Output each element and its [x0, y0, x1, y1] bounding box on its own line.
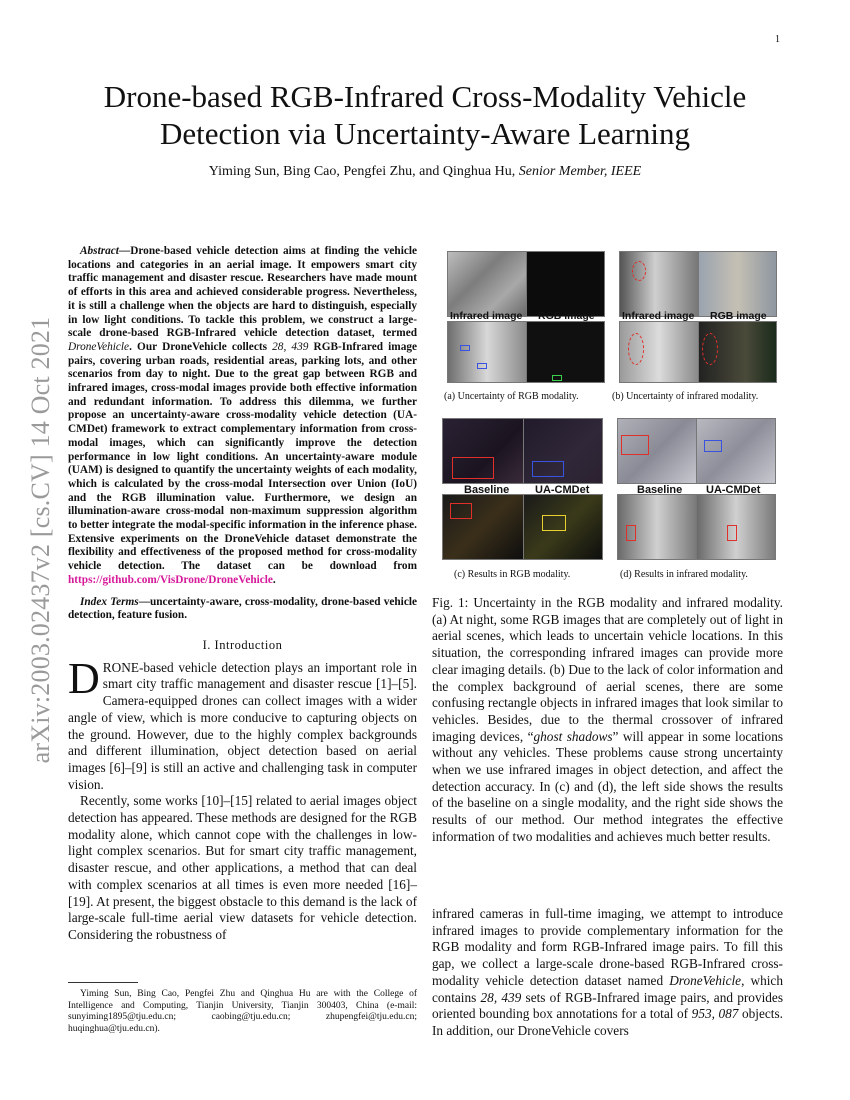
- detection-box: [452, 457, 494, 479]
- right-num-2: 953, 087: [691, 1006, 739, 1022]
- abstract-text-3: RGB-Infrared image pairs, covering urban roads, residential areas, parking lots, and other scenarios from day to night. Due to the great gap between RGB and infrared images, cross-modal images provide both effective information and redundant information. To address this dilemma, we further propose an uncertainty-aware cross-modality vehicle detection (UA-CMDet) framework to extract complementary information from cross-modal images, which can significantly improve the detection performance in low light conditions. An uncertainty-aware module (UAM) is designed to quantify the uncertainty weights of each modality, which is calculated by the cross-modal Intersection over Union (IoU) and the RGB illumination value. Furthermore, we design an illumination-aware cross-modal non-maximum suppression algorithm to better integrate the modal-specific information in the inference phase. Extensive experiments on the DroneVehicle dataset demonstrate the flexibility and effectiveness of the proposed method for cross-modality vehicle detection. The dataset can be download from: [68, 340, 418, 573]
- paper-title: Drone-based RGB-Infrared Cross-Modality Vehicle Detection via Uncertainty-Aware Learning: [103, 79, 747, 151]
- author-member: Senior Member, IEEE: [518, 164, 642, 179]
- index-terms-label: Index Terms: [80, 595, 139, 608]
- figure-caption-text-1: Fig. 1: Uncertainty in the RGB modality and infrared modality. (a) At night, some RGB images that are completely out of light in aerial scenes, which leads to uncertain vehicle locations. In this situation, the corresponding infrared images can provide more clear imaging details. (b) Due to the lack of color information and the complex background of aerial scenes, there are some confusing rectangle objects in infrared images that look similar to vehicles. Besides, due to the thermal crossover of infrared imaging devices, “: [432, 595, 783, 744]
- drop-cap: D: [68, 653, 100, 703]
- right-text-c: sets of RGB-Infrared image pairs, and provides oriented bounding box annotations for a total of: [432, 989, 784, 1022]
- label-infrared-b: Infrared image: [622, 310, 695, 322]
- right-text-em: DroneVehicle: [669, 972, 742, 988]
- image-b-infrared-top: [619, 251, 699, 317]
- subcaption-b: (b) Uncertainty of infrared modality.: [612, 391, 759, 402]
- label-uacmdet-d: UA-CMDet: [706, 484, 761, 496]
- dataset-link[interactable]: https://github.com/VisDrone/DroneVehicle: [68, 573, 273, 586]
- right-text-a: infrared cameras in full-time imaging, we attempt to introduce infrared images to provide complementary information for the RGB modality and form RGB-Infrared image pairs. To fill this gap, we collect a large-scale drone-based RGB-Infrared cross-modality vehicle detection dataset named: [432, 906, 783, 988]
- uncertainty-circle: [628, 333, 644, 365]
- detection-box: [727, 525, 737, 541]
- label-infrared-a: Infrared image: [450, 310, 523, 322]
- label-baseline-c: Baseline: [464, 484, 510, 496]
- detection-box: [626, 525, 636, 541]
- index-terms: [68, 596, 417, 623]
- arxiv-watermark: [6, 300, 76, 780]
- label-uacmdet-c: UA-CMDet: [535, 484, 590, 496]
- box-marker: [552, 375, 562, 381]
- detection-box: [621, 435, 649, 455]
- image-a-rgb-bottom: [526, 321, 605, 383]
- subcaption-d: (d) Results in infrared modality.: [620, 569, 748, 580]
- abstract-text-1: —Drone-based vehicle detection aims at finding the vehicle locations and categories in an aerial image. It empowers smart city traffic management and disaster rescue. Researchers have made mount of efforts in this area and achieved considerable progress. Nevertheless, it is still a challenge when the objects are hard to distinguish, especially in low light conditions. To tackle this problem, we construct a large-scale drone-based RGB-Infrared vehicle detection dataset, termed: [68, 245, 417, 340]
- index-terms-text: —uncertainty-aware, cross-modality, drone-based vehicle detection, feature fusion.: [68, 595, 417, 622]
- subcaption-c: (c) Results in RGB modality.: [454, 569, 571, 580]
- subcaption-a: (a) Uncertainty of RGB modality.: [444, 391, 579, 402]
- image-a-rgb-top: [526, 251, 605, 317]
- intro-p1-text: RONE-based vehicle detection plays an important role in smart city traffic management and disaster rescue [1]–[5]. Camera-equipped drones can collect images with a wider angle of view, which is more conducive to capturing objects on the ground. However, due to the highly complex backgrounds and different illumination, object detection based on aerial images [6]–[9] is still an active and challenging task in computer vision.: [68, 659, 417, 792]
- footnote-rule: [68, 982, 138, 983]
- figure-caption-text-2: ” will appear in some locations without any vehicles. These problems cause strong uncertainty when we use infrared images in object detection, and affect the detection accuracy. In (c) and (d), the left side shows the results of the baseline on a single modality, and the right side shows the results of our method. Our method integrates the effective information of two modalities and achieves much better results.: [432, 728, 784, 844]
- right-text-d: objects. In addition, our DroneVehicle covers: [432, 1006, 784, 1038]
- authors: Yiming Sun, Bing Cao, Pengfei Zhu, and Qinghua Hu,: [208, 164, 516, 179]
- image-a-infrared-top: [447, 251, 527, 317]
- uncertainty-circle: [702, 333, 718, 365]
- label-rgb-b: RGB image: [710, 310, 767, 322]
- right-column-text: [432, 906, 783, 1040]
- abstract: [68, 245, 417, 588]
- figure-1: [432, 245, 783, 585]
- abstract-num-pairs: 28, 439: [272, 340, 309, 353]
- page-number: 1: [775, 34, 780, 45]
- author-line: [60, 164, 790, 180]
- uncertainty-circle: [632, 261, 646, 281]
- intro-paragraph-2: Recently, some works [10]–[15] related to aerial images object detection has appeared. These methods are designed for the RGB modality alone, which cannot cope with the challenges in low-light complex scenarios. But for smart city traffic management, disaster rescue, and other applications, a method that can deal with complex scenarios at all times is even more needed [16]–[19]. At present, the biggest obstacle to this demand is the lack of large-scale full-time aerial view datasets for vehicle detection. Considering the robustness of: [68, 793, 417, 942]
- box-marker: [460, 345, 470, 351]
- dataset-name: DroneVehicle: [68, 340, 130, 353]
- detection-box: [542, 515, 566, 531]
- left-column: [68, 245, 417, 944]
- arxiv-id: arXiv:2003.02437v2 [cs.CV] 14 Oct 2021: [26, 316, 55, 764]
- detection-box: [704, 440, 722, 452]
- image-a-infrared-bottom: [447, 321, 527, 383]
- detection-box: [450, 503, 472, 519]
- abstract-label: Abstract: [80, 245, 119, 257]
- image-b-rgb-top: [698, 251, 777, 317]
- right-paragraph: [432, 906, 783, 1040]
- section-heading: I. Introduction: [202, 637, 283, 652]
- detection-box: [532, 461, 564, 477]
- right-num-1: 28, 439: [480, 989, 522, 1005]
- figure-caption-em: ghost shadows: [533, 728, 613, 744]
- intro-paragraph-1: [68, 653, 417, 794]
- label-rgb-a: RGB image: [538, 310, 595, 322]
- box-marker: [477, 363, 487, 369]
- abstract-text-2: . Our DroneVehicle collects: [129, 340, 273, 353]
- footnote: Yiming Sun, Bing Cao, Pengfei Zhu and Qinghua Hu are with the College of Intelligence and Computing, Tianjin University, Tianjin 300403, China (e-mail: sunyiming1895@tju.edu.cn; caobing@tju.edu.cn; zhupengfei@tju.edu.cn; huqinghua@tju.edu.cn).: [68, 989, 417, 1034]
- label-baseline-d: Baseline: [637, 484, 683, 496]
- figure-caption: [432, 595, 783, 846]
- right-text-b: , which contains: [432, 972, 783, 1005]
- abstract-end: .: [272, 573, 276, 586]
